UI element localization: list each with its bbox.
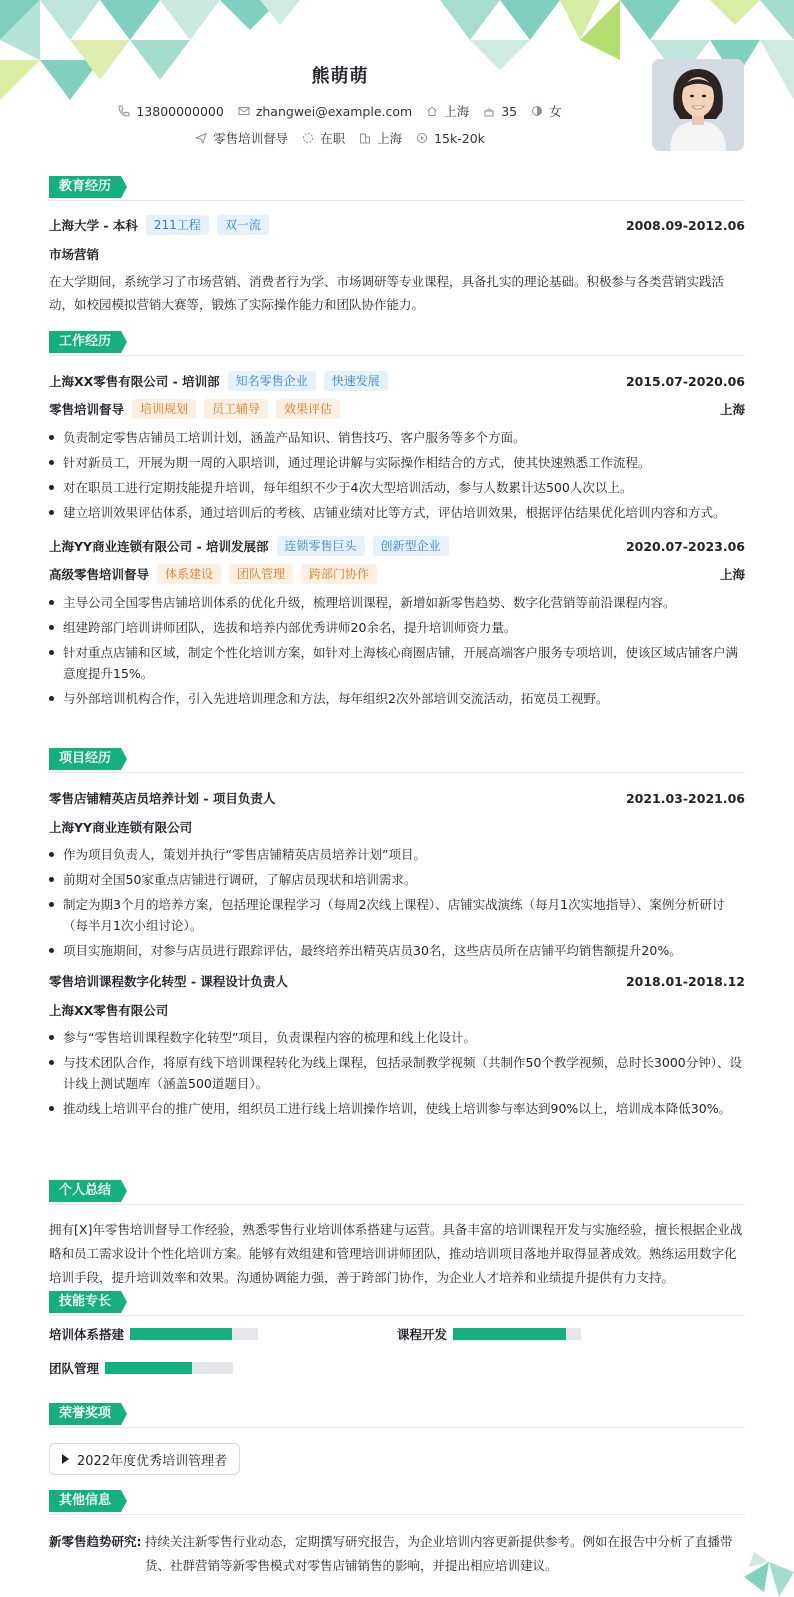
skill-name: 团队管理 bbox=[49, 1361, 100, 1376]
job-date: 2020.07-2023.06 bbox=[625, 538, 745, 554]
work-city-text: 上海 bbox=[377, 131, 403, 146]
other-text: 持续关注新零售行业动态，定期撰写研究报告，为企业培训内容更新提供参考。例如在报告中分析了直播带货、社群营销等新零售模式对零售店铺销售的影响，并提出相应培训建议。 bbox=[145, 1534, 733, 1573]
skill-item bbox=[49, 1359, 233, 1377]
list-item: 建立培训效果评估体系，通过培训后的考核、店铺业绩对比等方式，评估培训效果，根据评估结果优化培训内容和方式。 bbox=[49, 502, 745, 523]
project-date: 2021.03-2021.06 bbox=[625, 790, 745, 806]
project-name: 零售店铺精英店员培养计划 - 项目负责人 bbox=[49, 791, 276, 806]
list-item: 制定为期3个月的培养方案，包括理论课程学习（每周2次线上课程）、店铺实战演练（每月1次实地指导）、案例分析研讨（每半月1次小组讨论）。 bbox=[49, 894, 745, 936]
skills-section bbox=[49, 1291, 745, 1391]
salary-icon bbox=[416, 132, 428, 144]
role-tag: 跨部门协作 bbox=[301, 564, 377, 584]
company-tag: 创新型企业 bbox=[373, 536, 449, 556]
list-item: 针对重点店铺和区域，制定个性化培训方案，如针对上海核心商圈店铺，开展高端客户服务专项培训，使该区域店铺客户满意度提升15%。 bbox=[49, 642, 745, 684]
company-name: 上海YY商业连锁有限公司 - 培训发展部 bbox=[49, 539, 269, 554]
job-role: 高级零售培训督导 bbox=[49, 567, 150, 582]
project-date: 2018.01-2018.12 bbox=[625, 973, 745, 989]
position-info bbox=[195, 129, 288, 147]
awards-title: 荣誉奖项 bbox=[49, 1403, 121, 1425]
skill-bar-fill bbox=[453, 1328, 566, 1340]
list-item: 作为项目负责人，策划并执行“零售店铺精英店员培养计划”项目。 bbox=[49, 844, 745, 865]
gender-info bbox=[531, 102, 562, 120]
job-bullets bbox=[49, 592, 745, 709]
city-text: 上海 bbox=[444, 104, 470, 119]
work-city-info bbox=[359, 129, 402, 147]
age-icon bbox=[483, 105, 495, 117]
list-item: 主导公司全国零售店铺培训体系的优化升级，梳理培训课程，新增如新零售趋势、数字化营销等前沿课程内容。 bbox=[49, 592, 745, 613]
awards-section bbox=[49, 1403, 745, 1427]
list-item: 针对新员工，开展为期一周的入职培训，通过理论讲解与实际操作相结合的方式，使其快速熟悉工作流程。 bbox=[49, 452, 745, 473]
project-name: 零售培训课程数字化转型 - 课程设计负责人 bbox=[49, 974, 288, 989]
project-org: 上海YY商业连锁有限公司 bbox=[49, 820, 193, 835]
project-title: 项目经历 bbox=[49, 748, 121, 770]
send-icon bbox=[195, 132, 207, 144]
school-name: 上海大学 - 本科 bbox=[49, 218, 138, 233]
job-role: 零售培训督导 bbox=[49, 402, 125, 417]
phone-icon bbox=[118, 105, 130, 117]
list-item: 前期对全国50家重点店铺进行调研，了解店员现状和培训需求。 bbox=[49, 869, 745, 890]
role-tag: 团队管理 bbox=[229, 564, 293, 584]
award-item bbox=[49, 1443, 240, 1475]
list-item: 负责制定零售店铺员工培训计划，涵盖产品知识、销售技巧、客户服务等多个方面。 bbox=[49, 427, 745, 448]
skill-bar bbox=[453, 1328, 581, 1340]
mail-icon bbox=[238, 105, 250, 117]
education-desc: 在大学期间，系统学习了市场营销、消费者行为学、市场调研等专业课程，具备扎实的理论基础。积极参与各类营销实践活动，如校园模拟营销大赛等，锻炼了实际操作能力和团队协作能力。 bbox=[49, 274, 725, 312]
major: 市场营销 bbox=[49, 247, 100, 262]
other-section bbox=[49, 1490, 745, 1578]
role-tag: 培训规划 bbox=[132, 399, 196, 419]
list-item: 对在职员工进行定期技能提升培训，每年组织不少于4次大型培训活动，参与人数累计达500人次以上。 bbox=[49, 477, 745, 498]
email-text: zhangwei@example.com bbox=[255, 103, 413, 119]
salary-info bbox=[416, 131, 485, 146]
work-section bbox=[49, 331, 745, 713]
job-location: 上海 bbox=[719, 567, 745, 582]
skills-title: 技能专长 bbox=[49, 1291, 121, 1313]
list-item: 与外部培训机构合作，引入先进培训理念和方法，每年组织2次外部培训交流活动，拓宽员工视野。 bbox=[49, 688, 745, 709]
work-title: 工作经历 bbox=[49, 331, 121, 353]
age-text: 35 bbox=[501, 103, 518, 119]
home-icon bbox=[426, 105, 438, 117]
company-tag: 连锁零售巨头 bbox=[277, 536, 365, 556]
award-text: 2022年度优秀培训管理者 bbox=[77, 1453, 228, 1469]
phone-info bbox=[118, 104, 223, 119]
list-item: 与技术团队合作，将原有线下培训课程转化为线上课程，包括录制教学视频（共制作50个教学视频，总时长3000分钟）、设计线上测试题库（涵盖500道题目）。 bbox=[49, 1052, 745, 1094]
list-item: 组建跨部门培训讲师团队，选拔和培养内部优秀讲师20余名，提升培训师资力量。 bbox=[49, 617, 745, 638]
age-info bbox=[483, 104, 517, 119]
status-info bbox=[302, 129, 345, 147]
list-item: 推动线上培训平台的推广使用，组织员工进行线上培训操作培训，使线上培训参与率达到90%以上，培训成本降低30%。 bbox=[49, 1098, 745, 1119]
job-date: 2015.07-2020.06 bbox=[625, 373, 745, 389]
list-item: 项目实施期间，对参与店员进行跟踪评估，最终培养出精英店员30名，这些店员所在店铺平均销售额提升20%。 bbox=[49, 940, 745, 961]
project-bullets bbox=[49, 1027, 745, 1119]
other-title: 其他信息 bbox=[49, 1490, 121, 1512]
list-item: 参与“零售培训课程数字化转型”项目，负责课程内容的梳理和线上化设计。 bbox=[49, 1027, 745, 1048]
company-tag: 快速发展 bbox=[324, 371, 388, 391]
role-tag: 员工辅导 bbox=[204, 399, 268, 419]
skill-item bbox=[49, 1325, 258, 1343]
status-text: 在职 bbox=[320, 131, 346, 146]
job-location: 上海 bbox=[719, 402, 745, 417]
school-tag: 双一流 bbox=[217, 215, 269, 235]
job-intent-row bbox=[0, 129, 680, 147]
role-tag: 体系建设 bbox=[157, 564, 221, 584]
status-icon bbox=[302, 132, 314, 144]
job-bullets bbox=[49, 427, 745, 523]
candidate-name: 熊萌萌 bbox=[311, 66, 369, 87]
building-icon bbox=[359, 132, 371, 144]
education-date: 2008.09-2012.06 bbox=[625, 217, 745, 233]
summary-text: 拥有[X]年零售培训督导工作经验，熟悉零售行业培训体系搭建与运营。具备丰富的培训课程开发与实施经验，擅长根据企业战略和员工需求设计个性化培训方案。能够有效组建和管理培训讲师团队，推动培训项目落地并取得显著成效。熟练运用数字化培训手段，提升培训效率和效果。沟通协调能力强，善于跨部门协作，为企业人才培养和业绩提升提供有力支持。 bbox=[49, 1222, 743, 1285]
gender-icon bbox=[531, 105, 543, 117]
project-org: 上海XX零售有限公司 bbox=[49, 1003, 169, 1018]
gender-text: 女 bbox=[549, 104, 562, 119]
skill-bar-fill bbox=[105, 1362, 192, 1374]
role-tag: 效果评估 bbox=[276, 399, 340, 419]
summary-title: 个人总结 bbox=[49, 1180, 121, 1202]
project-section bbox=[49, 748, 745, 1123]
phone-text: 13800000000 bbox=[136, 103, 224, 119]
avatar bbox=[652, 59, 744, 151]
skill-name: 培训体系搭建 bbox=[49, 1327, 125, 1342]
skill-name: 课程开发 bbox=[397, 1327, 448, 1342]
education-section bbox=[49, 176, 745, 316]
salary-text: 15k-20k bbox=[434, 130, 485, 146]
skill-bar bbox=[105, 1362, 233, 1374]
summary-section bbox=[49, 1180, 745, 1290]
company-tag: 知名零售企业 bbox=[228, 371, 316, 391]
project-bullets bbox=[49, 844, 745, 961]
skill-bar bbox=[130, 1328, 258, 1340]
position-text: 零售培训督导 bbox=[213, 131, 289, 146]
other-label: 新零售趋势研究: bbox=[49, 1534, 142, 1549]
email-info bbox=[238, 104, 412, 119]
city-info bbox=[426, 102, 469, 120]
education-title: 教育经历 bbox=[49, 176, 121, 198]
contact-row bbox=[0, 102, 680, 120]
skill-item bbox=[397, 1325, 581, 1343]
company-name: 上海XX零售有限公司 - 培训部 bbox=[49, 374, 220, 389]
skill-bar-fill bbox=[130, 1328, 232, 1340]
triangle-icon bbox=[62, 1454, 69, 1464]
school-tag: 211工程 bbox=[146, 215, 209, 235]
